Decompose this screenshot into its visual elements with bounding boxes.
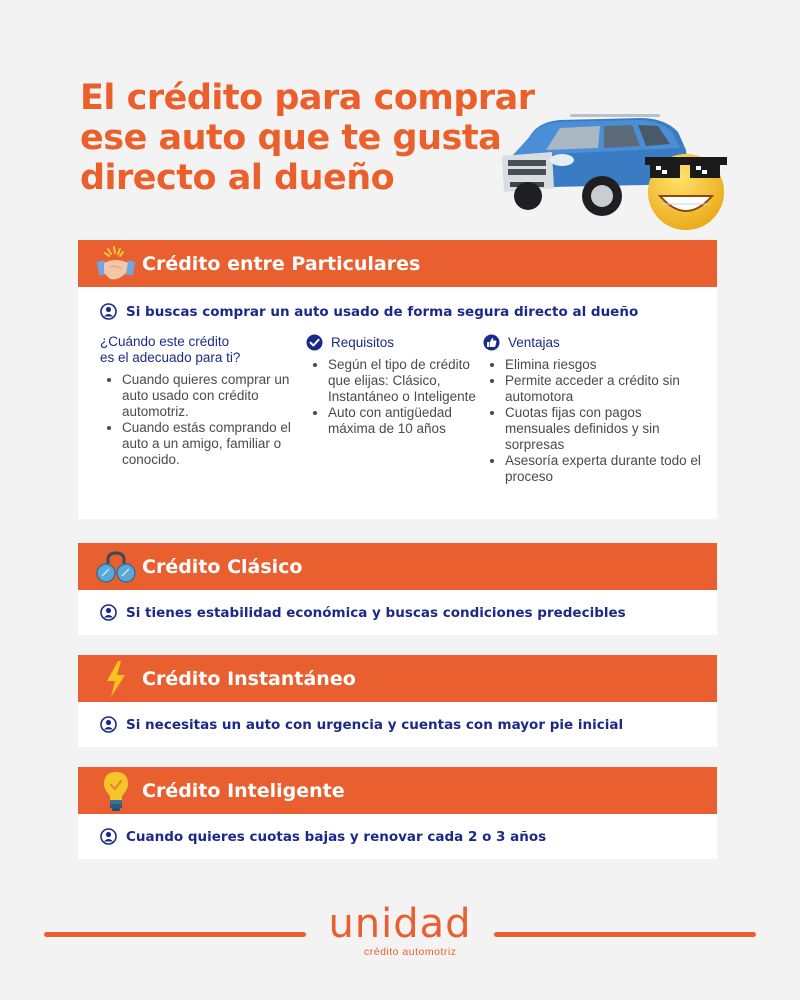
card-credito-entre-particulares — [78, 240, 717, 519]
bullet-list — [483, 357, 703, 485]
card-header — [78, 767, 717, 814]
card-subtitle — [78, 303, 717, 320]
column-heading-line-2: es el adecuado para ti? — [100, 350, 241, 365]
check-circle-icon — [306, 334, 323, 351]
column-heading — [100, 334, 306, 366]
card-title: Crédito Clásico — [142, 555, 303, 578]
thumbs-up-icon — [483, 334, 500, 351]
list-item: Elimina riesgos — [483, 357, 703, 373]
card-credito-clasico — [78, 543, 717, 635]
card-header — [78, 543, 717, 590]
column-heading-line-1: ¿Cuándo este crédito — [100, 334, 230, 349]
title-line-1: El crédito para comprar — [80, 78, 535, 118]
list-item: Según el tipo de crédito que elijas: Clásico, Instantáneo o Inteligente — [306, 357, 483, 405]
card-credito-inteligente — [78, 767, 717, 859]
card-subtitle-text: Si necesitas un auto con urgencia y cuentas con mayor pie inicial — [126, 716, 624, 733]
card-title: Crédito Inteligente — [142, 779, 345, 802]
binoculars-icon — [94, 545, 138, 589]
suv-car-icon — [490, 92, 730, 232]
card-subtitle — [78, 814, 717, 859]
footer-divider-left — [44, 932, 306, 937]
page-title — [80, 78, 540, 198]
bullet-list — [100, 372, 306, 468]
card-credito-instantaneo — [78, 655, 717, 747]
handshake-icon — [94, 242, 138, 286]
list-item: Auto con antigüedad máxima de 10 años — [306, 405, 483, 437]
list-item: Cuotas fijas con pagos mensuales definidos y sin sorpresas — [483, 405, 703, 453]
title-line-2: ese auto que te gusta — [80, 118, 502, 158]
list-item: Asesoría experta durante todo el proceso — [483, 453, 703, 485]
brand-logo — [320, 901, 480, 958]
card-subtitle — [78, 590, 717, 635]
hero-illustration — [490, 92, 730, 232]
list-item: Permite acceder a crédito sin automotora — [483, 373, 703, 405]
brand-tagline: crédito automotriz — [364, 946, 457, 958]
list-item: Cuando estás comprando el auto a un amigo, familiar o conocido. — [100, 420, 306, 468]
column-heading-text: Requisitos — [331, 334, 395, 350]
bullet-list — [306, 357, 483, 437]
column-heading — [483, 334, 703, 351]
column-cuando — [100, 334, 306, 485]
column-heading — [306, 334, 483, 351]
card-title: Crédito Instantáneo — [142, 667, 356, 690]
list-item: Cuando quieres comprar un auto usado con crédito automotriz. — [100, 372, 306, 420]
card-subtitle-text: Si buscas comprar un auto usado de forma segura directo al dueño — [126, 303, 639, 320]
details-columns — [78, 320, 717, 485]
person-circle-icon — [100, 828, 117, 845]
title-line-3: directo al dueño — [80, 158, 395, 198]
card-header — [78, 240, 717, 287]
footer-divider-right — [494, 932, 756, 937]
card-subtitle-text: Cuando quieres cuotas bajas y renovar cada 2 o 3 años — [126, 828, 547, 845]
column-heading-text: Ventajas — [508, 334, 560, 350]
card-title: Crédito entre Particulares — [142, 252, 421, 275]
light-bulb-icon — [94, 769, 138, 813]
person-circle-icon — [100, 716, 117, 733]
person-circle-icon — [100, 303, 117, 320]
column-requisitos — [306, 334, 483, 485]
card-subtitle — [78, 702, 717, 747]
card-subtitle-text: Si tienes estabilidad económica y buscas condiciones predecibles — [126, 604, 626, 621]
card-header — [78, 655, 717, 702]
column-ventajas — [483, 334, 703, 485]
lightning-bolt-icon — [94, 657, 138, 701]
brand-name: unidad — [328, 901, 472, 947]
person-circle-icon — [100, 604, 117, 621]
